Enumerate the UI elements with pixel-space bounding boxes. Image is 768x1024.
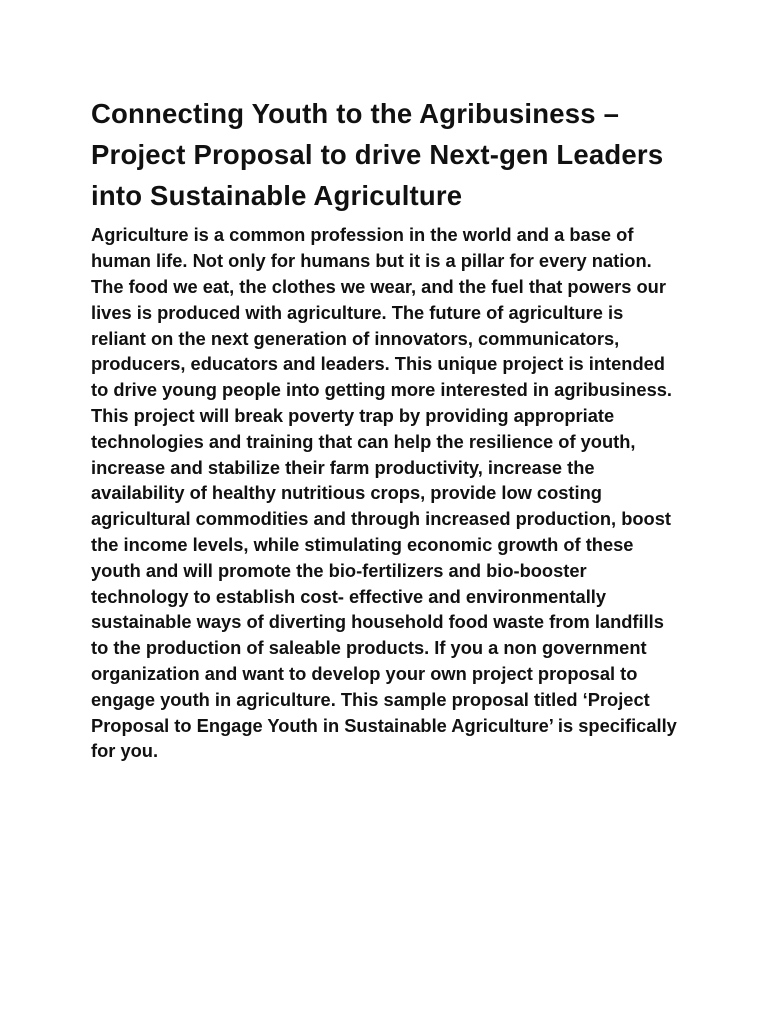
document-paragraph: Agriculture is a common profession in the world and a base of human life. Not only for humans but it is a pillar for every nation. The food we eat, the clothes we wear, and the fuel that powers our lives is produced with agriculture. The future of agriculture is reliant on the next generation of innovators, communicators, producers, educators and leaders. This unique project is intended to drive young people into getting more interested in agribusiness. This project will break poverty trap by providing appropriate technologies and training that can help the resilience of youth, increase and stabilize their farm productivity, increase the availability of healthy nutritious crops, provide low costing agricultural commodities and through increased production, boost the income levels, while stimulating economic growth of these youth and will promote the bio-fertilizers and bio-booster technology to establish cost- effective and environmentally sustainable ways of diverting household food waste from landfills to the production of saleable products. If you a non government organization and want to develop your own project proposal to engage youth in agriculture. This sample proposal titled ‘Project Proposal to Engage Youth in Sustainable Agriculture’ is specifically for you. xyxy=(91,224,677,762)
document-title: Connecting Youth to the Agribusiness – Project Proposal to drive Next-gen Leaders into Sustainable Agriculture xyxy=(91,98,664,211)
document-content xyxy=(91,94,681,764)
